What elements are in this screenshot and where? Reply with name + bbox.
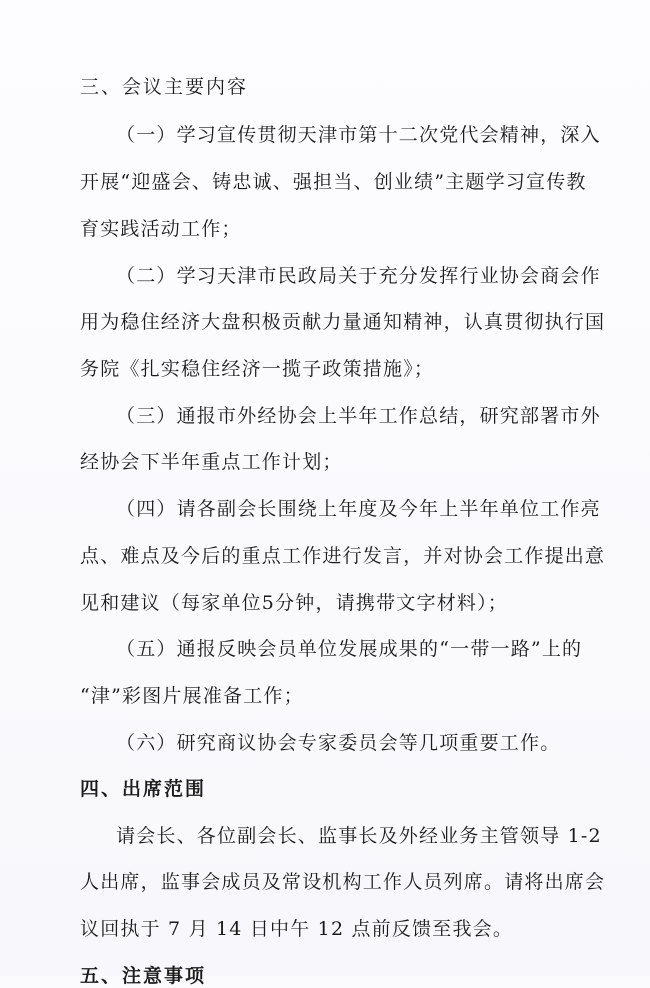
paragraph-line: （六）研究商议协会专家委员会等几项重要工作。 [116, 732, 561, 754]
paragraph-line: 请会长、各位副会长、监事长及外经业务主管领导 1-2 [116, 825, 602, 847]
paragraph-line: 议回执于 7 月 14 日中午 12 点前反馈至我会。 [80, 918, 514, 940]
paragraph-line: 育实践活动工作； [80, 218, 242, 240]
paragraph-line: （五）通报反映会员单位发展成果的“一带一路”上的 [116, 638, 583, 660]
paragraph-line: 经协会下半年重点工作计划； [80, 451, 343, 473]
paragraph-line: （四）请各副会长围绕上年度及今年上半年单位工作亮 [116, 498, 601, 520]
paragraph-line: 点、难点及今后的重点工作进行发言，并对协会工作提出意 [80, 545, 606, 567]
paragraph-line: （三）通报市外经协会上半年工作总结，研究部署市外 [116, 405, 601, 427]
paragraph-line: “津”彩图片展准备工作； [80, 685, 304, 707]
section-heading: 四、出席范围 [80, 778, 207, 800]
paragraph-line: 务院《扎实稳住经济一揽子政策措施》； [80, 358, 435, 380]
paragraph-line: 用为稳住经济大盘积极贡献力量通知精神，认真贯彻执行国 [80, 311, 606, 333]
section-heading: 三、会议主要内容 [80, 76, 249, 98]
paragraph-line: （二）学习天津市民政局关于充分发挥行业协会商会作 [116, 265, 601, 287]
section-heading: 五、注意事项 [80, 965, 207, 987]
paragraph-line: 人出席，监事会成员及常设机构工作人员列席。请将出席会 [80, 871, 606, 893]
paragraph-line: （一）学习宣传贯彻天津市第十二次党代会精神，深入 [116, 124, 601, 146]
paragraph-line: 见和建议（每家单位5分钟，请携带文字材料）； [80, 592, 508, 614]
paragraph-line: 开展“迎盛会、铸忠诚、强担当、创业绩”主题学习宣传教 [80, 171, 587, 193]
